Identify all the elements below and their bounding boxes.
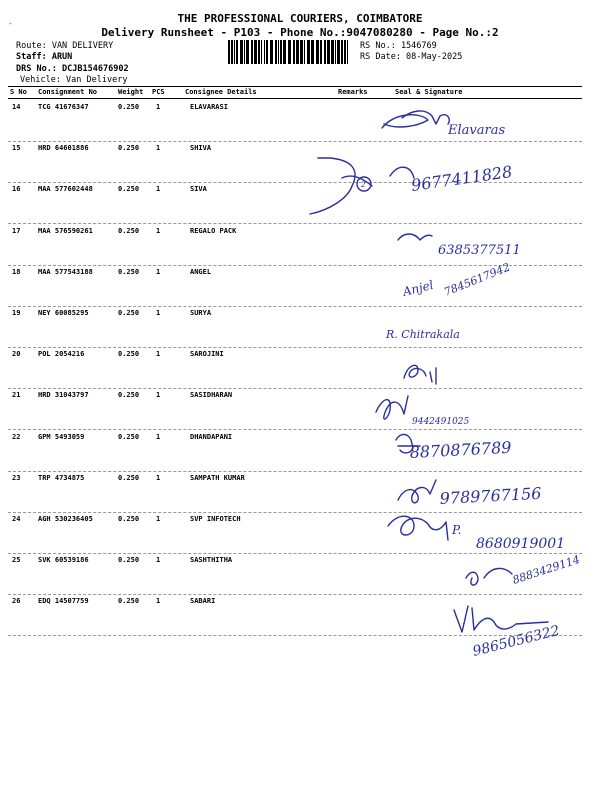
sig-r19-text: R. Chitrakala <box>386 328 460 341</box>
sig-r18-name: Anjel <box>401 277 435 299</box>
cell-consignment: TCG 41676347 <box>38 103 89 111</box>
cell-sno: 20 <box>12 350 21 358</box>
cell-sno: 14 <box>12 103 21 111</box>
cell-consignment: POL 2054216 <box>38 350 85 358</box>
cell-weight: 0.250 <box>118 268 140 276</box>
cell-consignee: SIVA <box>190 185 207 193</box>
cell-sno: 19 <box>12 309 21 317</box>
col-remarks: Remarks <box>338 88 368 96</box>
sig-r22-text: 8870876789 <box>409 437 512 462</box>
runsheet-subtitle: Delivery Runsheet - P103 - Phone No.:9047080280 - Page No.:2 <box>101 26 499 39</box>
cell-weight: 0.250 <box>118 350 140 358</box>
route-text: Route: VAN DELIVERY <box>16 41 114 51</box>
cell-pcs: 1 <box>156 103 161 111</box>
cell-consignment: TRP 4734875 <box>38 474 85 482</box>
sig-r23-text: 9789767156 <box>439 483 542 508</box>
cell-sno: 22 <box>12 433 21 441</box>
cell-sno: 21 <box>12 391 21 399</box>
cell-pcs: 1 <box>156 268 161 276</box>
sig-r17-text: 6385377511 <box>438 243 521 258</box>
cell-consignment: HRD 31043797 <box>38 391 89 399</box>
vehicle-text: Vehicle: Van Delivery <box>20 75 128 85</box>
cell-weight: 0.250 <box>118 474 140 482</box>
cell-sno: 26 <box>12 597 21 605</box>
cell-weight: 0.250 <box>118 144 140 152</box>
cell-weight: 0.250 <box>118 309 140 317</box>
cell-sno: 24 <box>12 515 21 523</box>
col-consignee: Consignee Details <box>185 88 257 96</box>
col-weight: Weight <box>118 88 144 96</box>
cell-sno: 16 <box>12 185 21 193</box>
rs-date: RS Date: 08-May-2025 <box>360 52 463 62</box>
cell-weight: 0.250 <box>118 433 140 441</box>
sig-r25-text: 8883429114 <box>510 552 582 587</box>
cell-pcs: 1 <box>156 597 161 605</box>
cell-pcs: 1 <box>156 433 161 441</box>
sig-r26-text: 9865056322 <box>471 622 562 660</box>
cell-consignment: GPM 5493059 <box>38 433 85 441</box>
cell-consignee: SVP INFOTECH <box>190 515 241 523</box>
col-seal-signature: Seal & Signature <box>395 88 463 96</box>
drs-number: DRS No.: DCJB154676902 <box>16 64 129 74</box>
cell-pcs: 1 <box>156 474 161 482</box>
cell-sno: 23 <box>12 474 21 482</box>
cell-consignment: MAA 577602448 <box>38 185 93 193</box>
cell-weight: 0.250 <box>118 227 140 235</box>
cell-consignee: DHANDAPANI <box>190 433 233 441</box>
cell-consignee: SASIDHARAN <box>190 391 233 399</box>
cell-sno: 25 <box>12 556 21 564</box>
cell-consignment: SVK 60539186 <box>38 556 89 564</box>
cell-consignment: MAA 576590261 <box>38 227 93 235</box>
sig-r21-text: 9442491025 <box>412 417 470 427</box>
cell-sno: 15 <box>12 144 21 152</box>
cell-weight: 0.250 <box>118 103 140 111</box>
rs-number: RS No.: 1546769 <box>360 41 437 51</box>
cell-weight: 0.250 <box>118 185 140 193</box>
cell-consignee: SASHTHITHA <box>190 556 233 564</box>
cell-consignee: REGALO PACK <box>190 227 237 235</box>
sig-r24-name: P. <box>452 523 462 537</box>
sig-r15-text: 9677411828 <box>409 161 514 195</box>
cell-pcs: 1 <box>156 144 161 152</box>
sig-r18-number: 7845617942 <box>442 260 513 299</box>
cell-weight: 0.250 <box>118 391 140 399</box>
corner-mark: - <box>8 19 13 28</box>
cell-pcs: 1 <box>156 309 161 317</box>
cell-pcs: 1 <box>156 227 161 235</box>
cell-sno: 18 <box>12 268 21 276</box>
cell-pcs: 1 <box>156 515 161 523</box>
cell-pcs: 1 <box>156 391 161 399</box>
cell-consignee: SABARI <box>190 597 216 605</box>
staff-text: Staff: ARUN <box>16 52 73 62</box>
sig-r14-text: Elavaras <box>448 123 506 138</box>
col-sno: S No <box>10 88 27 96</box>
cell-pcs: 1 <box>156 350 161 358</box>
col-consignment: Consignment No <box>38 88 98 96</box>
cell-consignee: SAMPATH KUMAR <box>190 474 245 482</box>
cell-consignment: MAA 577543188 <box>38 268 93 276</box>
cell-consignee: SAROJINI <box>190 350 224 358</box>
cell-consignee: ANGEL <box>190 268 212 276</box>
cell-weight: 0.250 <box>118 556 140 564</box>
cell-consignment: NEY 60085295 <box>38 309 89 317</box>
cell-pcs: 1 <box>156 185 161 193</box>
cell-consignee: ELAVARASI <box>190 103 228 111</box>
col-pcs: PCS <box>152 88 165 96</box>
cell-consignment: AGH 530236405 <box>38 515 93 523</box>
cell-consignment: HRD 64601886 <box>38 144 89 152</box>
cell-pcs: 1 <box>156 556 161 564</box>
cell-weight: 0.250 <box>118 597 140 605</box>
cell-weight: 0.250 <box>118 515 140 523</box>
cell-sno: 17 <box>12 227 21 235</box>
svg-text:2: 2 <box>361 181 366 189</box>
cell-consignment: EDQ 14507759 <box>38 597 89 605</box>
cell-consignee: SURYA <box>190 309 212 317</box>
cell-consignee: SHIVA <box>190 144 212 152</box>
sig-r24-text: 8680919001 <box>476 536 566 552</box>
company-title: THE PROFESSIONAL COURIERS, COIMBATORE <box>177 12 423 25</box>
